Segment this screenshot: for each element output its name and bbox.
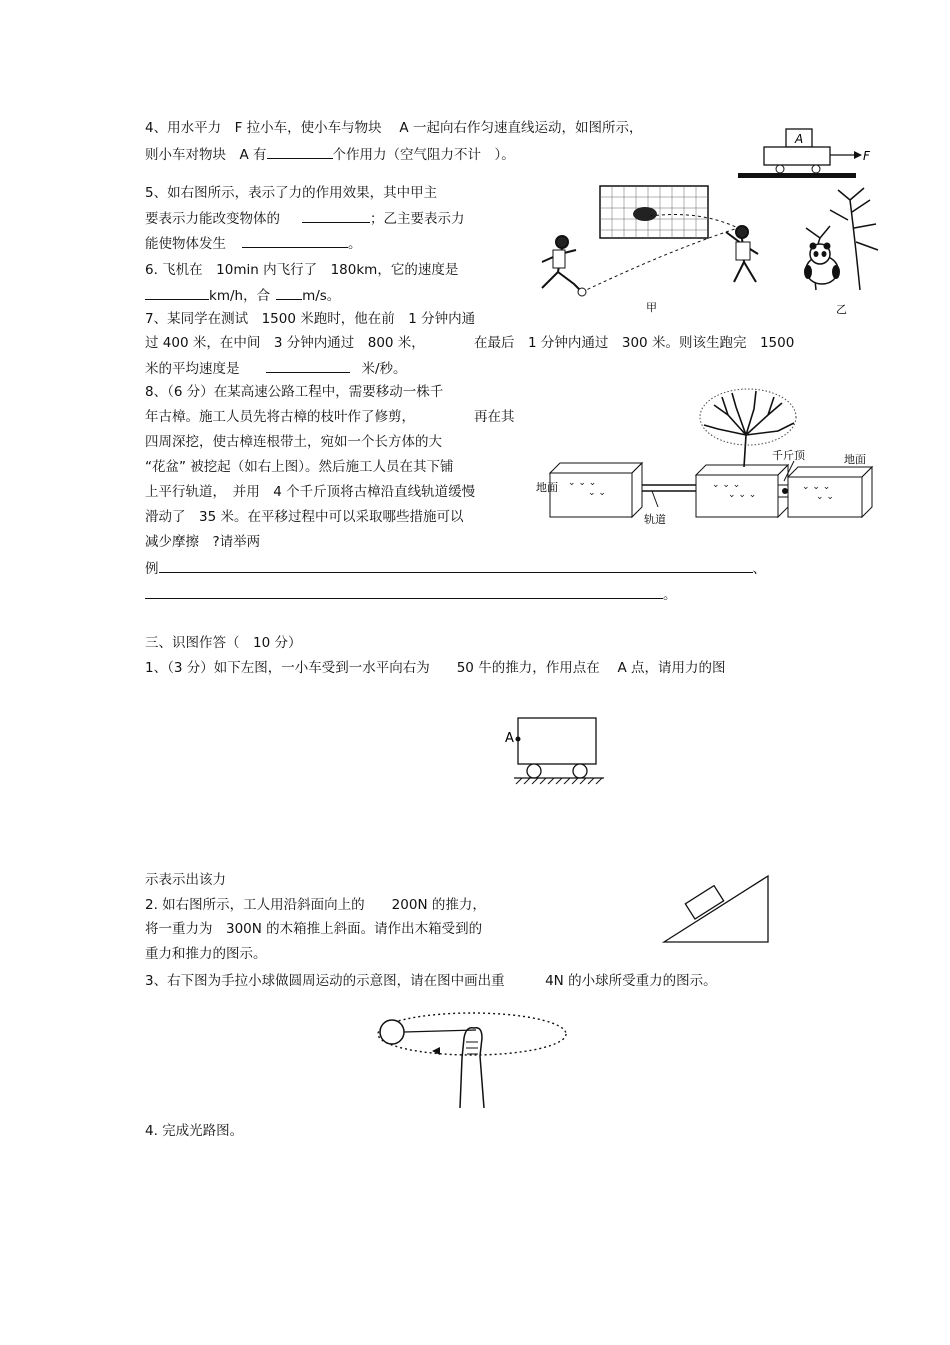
s3-q2-line3: 重力和推力的图示。 [145, 946, 267, 962]
q8-fig-track: 轨道 [644, 513, 666, 526]
q5-line3 [145, 234, 362, 253]
q6-line2-start: km/h，合 [209, 288, 271, 304]
q8-fig-ground-left: 地面 [536, 481, 558, 494]
svg-text:⌄ ⌄ ⌄: ⌄ ⌄ ⌄ [712, 480, 741, 490]
q7-answer-blank[interactable] [266, 359, 350, 373]
q5-fig-label-jia: 甲 [646, 301, 657, 314]
svg-text:⌄ ⌄ ⌄: ⌄ ⌄ ⌄ [728, 490, 757, 500]
cart-block-figure [736, 124, 876, 182]
s3-q1-line1: 1、（3 分）如下左图，一小车受到一水平向右为 50 牛的推力，作用点在 A 点，请用力的图 [145, 660, 726, 676]
q5-line1: 5、如右图所示，表示了力的作用效果，其中甲主 [145, 185, 438, 201]
q8-line9-end: 。 [663, 587, 677, 603]
q6-line1: 6. 飞机在 10min 内飞行了 180km，它的速度是 [145, 262, 459, 278]
q5-answer-blank-1[interactable] [302, 209, 370, 223]
tree-relocation-figure [532, 385, 882, 530]
q5-line2-start: 要表示力能改变物体的 [145, 211, 280, 227]
q5-line2 [145, 209, 465, 228]
q8-line8-end: 、 [752, 561, 766, 577]
q4-fig-label-f: F [863, 149, 870, 163]
circular-motion-figure[interactable] [372, 1008, 572, 1114]
q7-line1: 7、某同学在测试 1500 米跑时，他在前 1 分钟内通 [145, 311, 476, 327]
q8-fig-jack: 千斤顶 [772, 449, 805, 462]
q8-line5: 上平行轨道， 并用 4 个千斤顶将古樟沿直线轨道缓慢 [145, 484, 476, 500]
q7-line3-start: 米的平均速度是 [145, 361, 240, 377]
q8-line4: “花盆” 被挖起（如右上图）。然后施工人员在其下铺 [145, 459, 454, 475]
q8-line9 [145, 585, 677, 604]
q8-line2a: 年古樟。施工人员先将古樟的枝叶作了修剪， [145, 409, 415, 425]
q6-answer-blank-2[interactable] [276, 286, 302, 300]
q7-line2a: 过 400 米，在中间 3 分钟内通过 800 米， [145, 335, 425, 351]
q7-line2b: 在最后 1 分钟内通过 300 米。则该生跑完 1500 [474, 335, 795, 351]
svg-text:⌄ ⌄: ⌄ ⌄ [588, 488, 606, 498]
q7-line3-end: 米/秒。 [361, 361, 407, 377]
q8-line1: 8、（6 分）在某高速公路工程中，需要移动一株千 [145, 384, 444, 400]
q6-answer-blank-1[interactable] [145, 286, 209, 300]
s3-q3-line1: 3、右下图为手拉小球做圆周运动的示意图，请在图中画出重 4N 的小球所受重力的图示。 [145, 973, 717, 989]
incline-figure[interactable] [660, 872, 775, 946]
s3-q4-line1: 4. 完成光路图。 [145, 1123, 244, 1139]
q8-fig-ground-right: 地面 [844, 453, 866, 466]
section3-title: 三、识图作答（ 10 分） [145, 635, 302, 651]
q8-answer-blank-2[interactable] [145, 585, 663, 599]
q5-line3-start: 能使物体发生 [145, 236, 226, 252]
q4-line1: 4、用水平力 F 拉小车，使小车与物块 A 一起向右作匀速直线运动，如图所示， [145, 120, 643, 136]
q7-line3 [145, 359, 407, 378]
cart-figure[interactable] [500, 712, 610, 792]
q4-fig-label-a: A [795, 132, 804, 146]
q6-line2-end: m/s。 [302, 288, 341, 304]
q6-line2 [145, 286, 340, 305]
q5-line3-end: 。 [348, 236, 362, 252]
q4-line2 [145, 145, 515, 164]
q4-answer-blank[interactable] [267, 145, 333, 159]
q8-line8-start: 例 [145, 561, 159, 577]
force-effect-figure [520, 180, 890, 320]
svg-text:⌄ ⌄: ⌄ ⌄ [816, 492, 834, 502]
svg-text:⌄ ⌄ ⌄: ⌄ ⌄ ⌄ [568, 478, 597, 488]
q8-line8 [145, 559, 766, 578]
svg-text:⌄ ⌄ ⌄: ⌄ ⌄ ⌄ [802, 482, 831, 492]
q5-answer-blank-2[interactable] [242, 234, 348, 248]
s3-q1-fig-label: A [505, 731, 514, 746]
s3-q2-line1: 2. 如右图所示，工人用沿斜面向上的 200N 的推力， [145, 897, 486, 913]
q8-line6: 滑动了 35 米。在平移过程中可以采取哪些措施可以 [145, 509, 464, 525]
s3-q2-line2: 将一重力为 300N 的木箱推上斜面。请作出木箱受到的 [145, 921, 483, 937]
s3-q1-line2: 示表示出该力 [145, 872, 226, 888]
q5-fig-label-yi: 乙 [836, 303, 847, 316]
q4-line2-end: 个作用力（空气阻力不计 ）。 [332, 147, 515, 163]
q8-line3: 四周深挖，使古樟连根带土，宛如一个长方体的大 [145, 434, 442, 450]
q8-line7: 减少摩擦 ?请举两 [145, 534, 261, 550]
q8-line2b: 再在其 [474, 409, 515, 425]
q5-line2-end: ；乙主要表示力 [370, 211, 465, 227]
q4-line2-start: 则小车对物块 A 有 [145, 147, 267, 163]
q8-answer-blank-1[interactable] [159, 559, 753, 573]
